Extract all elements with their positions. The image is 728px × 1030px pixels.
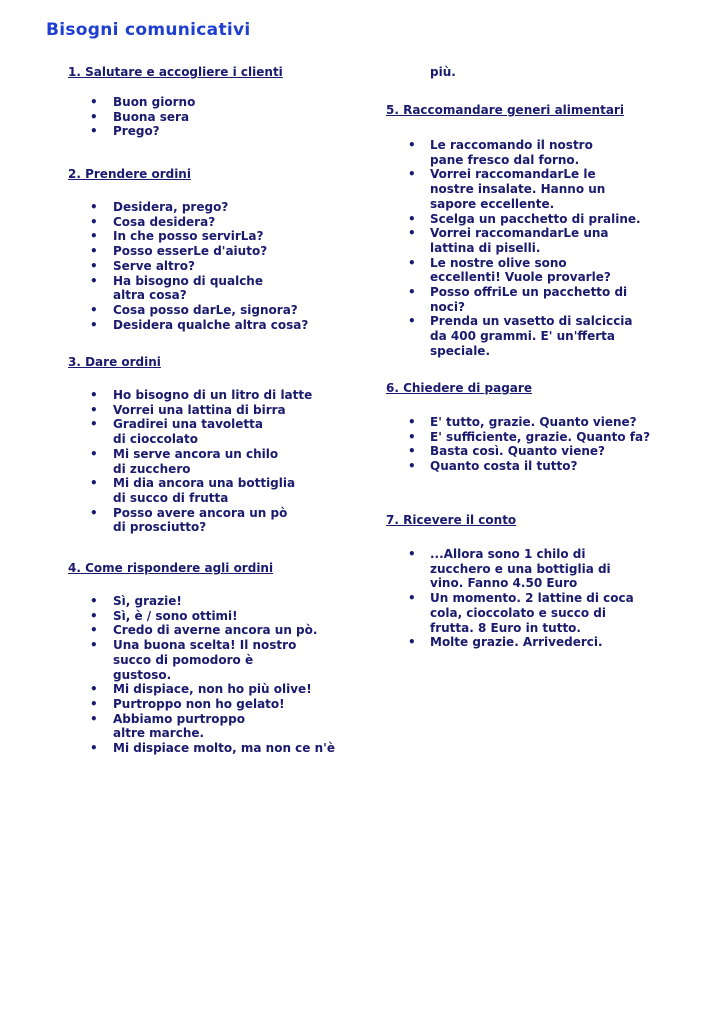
list-item: • Gradirei una tavoletta di cioccolato xyxy=(90,417,263,447)
list-item: • Mi dispiace, non ho più olive! xyxy=(90,682,312,697)
list-item: • Sì, è / sono ottimi! xyxy=(90,608,238,623)
bullet-icon: • xyxy=(408,285,416,300)
list-item: • Le raccomando il nostro pane fresco dal forno. xyxy=(408,138,593,167)
list-item: • Prego? xyxy=(90,124,160,139)
bullet-icon: • xyxy=(408,444,416,459)
bullet-icon: • xyxy=(408,255,416,270)
list-item: • Cosa posso darLe, signora? xyxy=(90,302,298,317)
bullet-icon: • xyxy=(90,302,98,317)
list-item: • E' sufficiente, grazie. Quanto fa? xyxy=(408,429,651,444)
list-item: • Buon giorno xyxy=(90,95,196,109)
item-list xyxy=(386,415,716,474)
list-item: • Una buona scelta! Il nostro succo di pomodoro è gustoso. xyxy=(90,638,297,682)
bullet-icon: • xyxy=(90,273,98,288)
bullet-icon: • xyxy=(408,226,416,241)
bullet-icon: • xyxy=(408,167,416,182)
bullet-icon: • xyxy=(408,314,416,329)
bullet-icon: • xyxy=(90,317,98,332)
bullet-icon: • xyxy=(90,638,98,653)
section-heading: 3. Dare ordini xyxy=(68,355,161,369)
bullet-icon: • xyxy=(90,95,98,109)
bullet-icon: • xyxy=(90,124,98,139)
section-recommending xyxy=(386,103,716,359)
bullet-icon: • xyxy=(90,476,98,491)
item-list xyxy=(68,95,398,139)
bullet-icon: • xyxy=(408,635,416,650)
section-heading: 1. Salutare e accogliere i clienti xyxy=(68,65,283,79)
section-heading: 2. Prendere ordini xyxy=(68,167,191,181)
bullet-icon: • xyxy=(90,594,98,608)
list-item: • Vorrei raccomandarLe una lattina di piselli. xyxy=(408,226,609,255)
list-item: • Serve altro? xyxy=(90,258,195,273)
list-item: • Molte grazie. Arrivederci. xyxy=(408,635,603,650)
item-list xyxy=(68,388,398,535)
section-greeting xyxy=(68,65,398,139)
bullet-icon: • xyxy=(90,446,98,461)
bullet-icon: • xyxy=(90,417,98,432)
list-item: • Prenda un vasetto di salciccia da 400 grammi. E' un'fferta speciale. xyxy=(408,314,633,358)
bullet-icon: • xyxy=(90,741,98,756)
bullet-icon: • xyxy=(90,244,98,259)
bullet-icon: • xyxy=(408,429,416,444)
list-item: • ...Allora sono 1 chilo di zucchero e una bottiglia di vino. Fanno 4.50 Euro xyxy=(408,547,611,591)
section-giving-orders xyxy=(68,355,398,535)
list-item: • Desidera, prego? xyxy=(90,200,229,214)
section-heading: 4. Come rispondere agli ordini xyxy=(68,561,274,575)
bullet-icon: • xyxy=(408,415,416,429)
list-item: • Ha bisogno di qualche altra cosa? xyxy=(90,273,263,303)
list-item: • Buona sera xyxy=(90,109,190,124)
item-list xyxy=(68,594,398,756)
bullet-icon: • xyxy=(408,211,416,226)
bullet-icon: • xyxy=(90,200,98,214)
bullet-icon: • xyxy=(90,608,98,623)
list-item: • Vorrei raccomandarLe le nostre insalate. Hanno un sapore eccellente. xyxy=(408,167,606,211)
bullet-icon: • xyxy=(90,402,98,417)
list-item: • Basta così. Quanto viene? xyxy=(408,444,606,459)
list-item: • Abbiamo purtroppo altre marche. xyxy=(90,711,245,741)
list-item: • Mi dia ancora una bottiglia di succo di frutta xyxy=(90,476,296,505)
list-item: • Vorrei una lattina di birra xyxy=(90,402,286,417)
bullet-icon: • xyxy=(90,109,98,124)
list-item: • Scelga un pacchetto di praline. xyxy=(408,211,641,226)
section-receiving-bill xyxy=(386,513,716,650)
section-heading: 7. Ricevere il conto xyxy=(386,513,517,527)
bullet-icon: • xyxy=(90,682,98,697)
list-item: • Posso avere ancora un pò di prosciutto? xyxy=(90,505,288,535)
bullet-icon: • xyxy=(90,214,98,229)
list-item: • Mi serve ancora un chilo di zucchero xyxy=(90,446,279,476)
bullet-icon: • xyxy=(408,138,416,152)
bullet-icon: • xyxy=(90,623,98,638)
page-title: Bisogni comunicativi xyxy=(46,20,251,40)
bullet-icon: • xyxy=(90,505,98,520)
list-item: • Quanto costa il tutto? xyxy=(408,459,578,474)
bullet-icon: • xyxy=(408,591,416,606)
list-item: • E' tutto, grazie. Quanto viene? xyxy=(408,415,637,429)
list-item: • Posso esserLe d'aiuto? xyxy=(90,244,268,259)
list-item: • Purtroppo non ho gelato! xyxy=(90,696,285,711)
list-item: • In che posso servirLa? xyxy=(90,229,264,244)
list-item: • Credo di averne ancora un pò. xyxy=(90,623,318,638)
list-item: • Un momento. 2 lattine di coca cola, cioccolato e succo di frutta. 8 Euro in tutto. xyxy=(408,591,634,635)
item-list xyxy=(386,138,716,359)
list-item: • Posso offriLe un pacchetto di noci? xyxy=(408,285,628,314)
bullet-icon: • xyxy=(90,696,98,711)
list-item: • Cosa desidera? xyxy=(90,214,216,229)
section-answering-orders xyxy=(68,561,398,756)
bullet-icon: • xyxy=(408,459,416,474)
bullet-icon: • xyxy=(90,711,98,726)
list-item: • Mi dispiace molto, ma non ce n'è xyxy=(90,741,335,756)
list-item: • Ho bisogno di un litro di latte xyxy=(90,388,313,402)
list-item: • Desidera qualche altra cosa? xyxy=(90,317,309,332)
section-taking-orders xyxy=(68,167,398,332)
list-item: • Sì, grazie! xyxy=(90,594,182,608)
section-heading: 5. Raccomandare generi alimentari xyxy=(386,103,624,117)
bullet-icon: • xyxy=(90,388,98,402)
continued-text: più. xyxy=(430,65,456,79)
item-list xyxy=(386,547,716,650)
bullet-icon: • xyxy=(90,258,98,273)
list-item: • Le nostre olive sono eccellenti! Vuole provarle? xyxy=(408,255,611,285)
bullet-icon: • xyxy=(90,229,98,244)
bullet-icon: • xyxy=(408,547,416,561)
section-heading: 6. Chiedere di pagare xyxy=(386,381,532,395)
item-list xyxy=(68,200,398,332)
section-asking-to-pay xyxy=(386,381,716,474)
